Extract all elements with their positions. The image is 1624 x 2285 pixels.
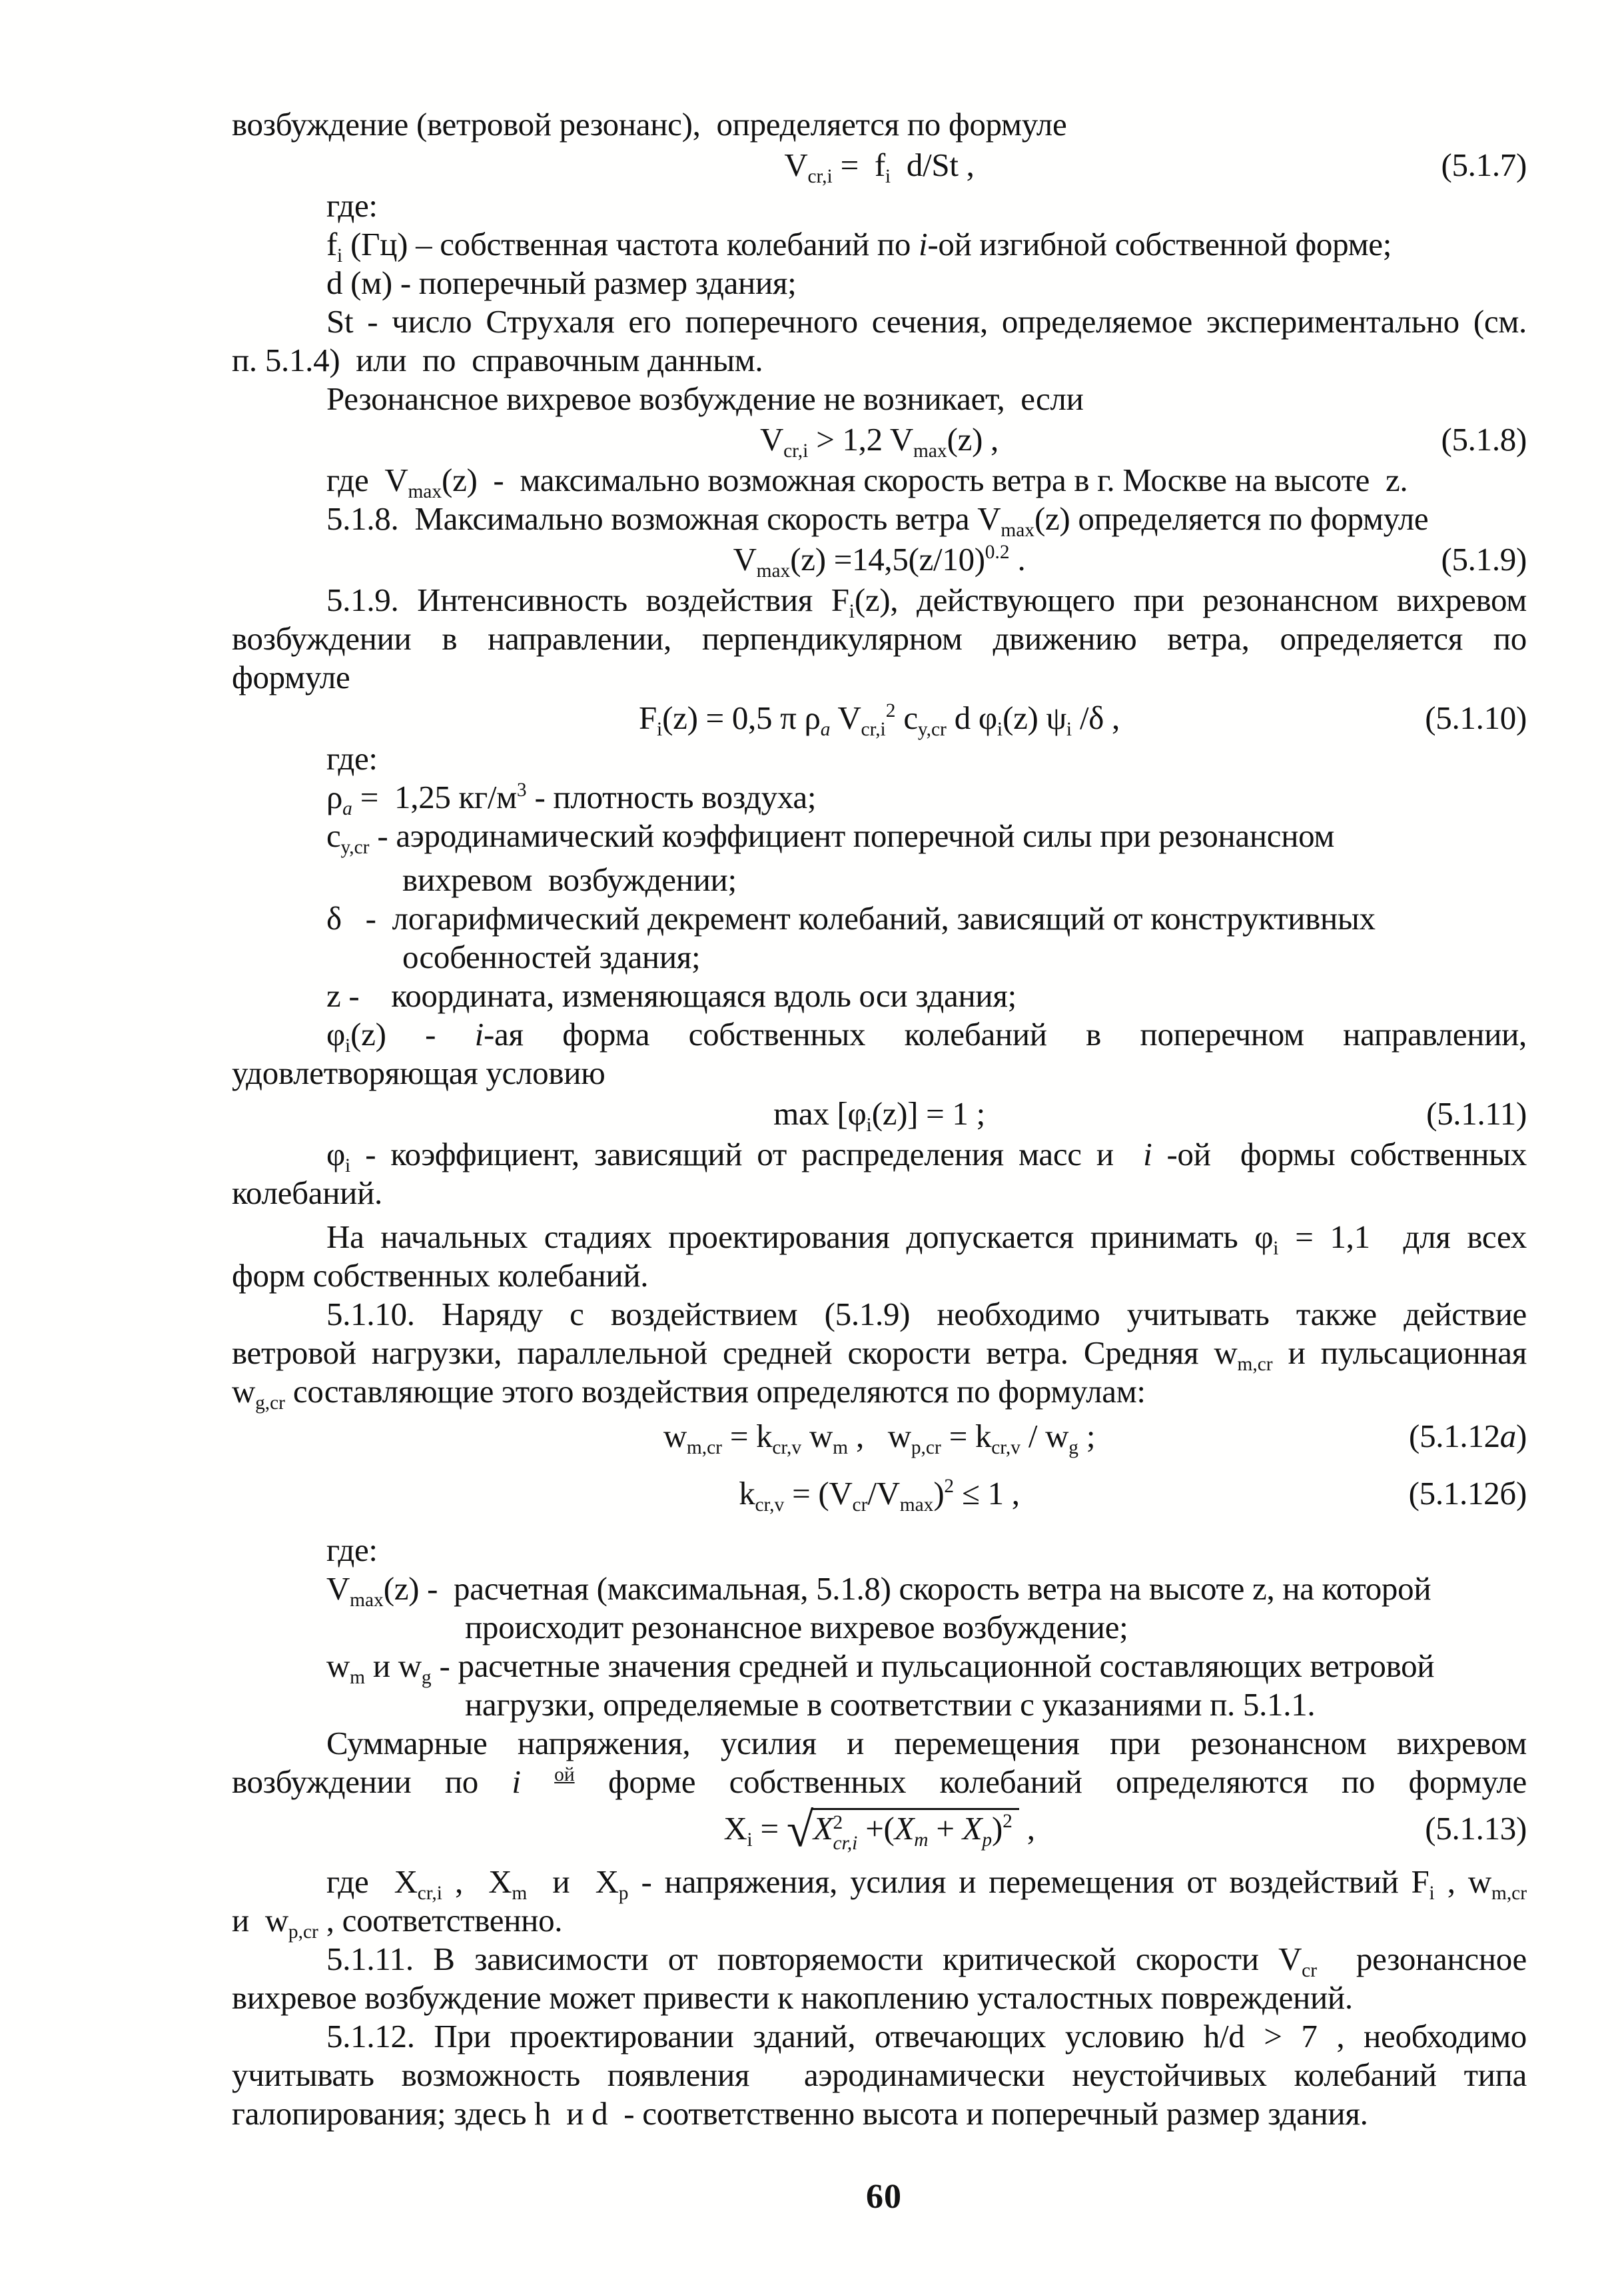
text-line: 5.1.12. При проектировании зданий, отвечающих условию h/d > 7 , необходимо (326, 2018, 1527, 2055)
page-number: 60 (866, 2178, 902, 2216)
equation-number: (5.1.7) (1441, 147, 1527, 183)
text-line: особенностей здания; (402, 939, 701, 975)
text-line: 5.1.11. В зависимости от повторяемости критической скорости $V_{cr}$ резонансное (326, 1941, 1527, 1981)
equation-number: (5.1.12б) (1408, 1475, 1527, 1512)
formula-line (232, 1415, 1527, 1458)
formula-line (232, 418, 1527, 461)
text-line: где: (326, 740, 378, 777)
formula-line (232, 538, 1527, 581)
text-line: St - число Струхаля его поперечного сечения, определяемое экспериментально (см. (326, 303, 1527, 340)
equation-number: (5.1.11) (1426, 1095, 1527, 1132)
text-line: происходит резонансное вихревое возбуждение; (465, 1609, 1128, 1645)
equation: $F_i(z) = 0,5$ π $\rho_a$ $V_{cr,i}^2$ $c_{y,cr}$ d $\varphi_i(z)$ $\psi_i$ /δ , (639, 699, 1120, 740)
equation-number: (5.1.12a) (1409, 1418, 1527, 1454)
text-line: где: (326, 1532, 378, 1568)
text-line: $c_{y,cr}$ - аэродинамический коэффициент поперечной силы при резонансном (326, 817, 1335, 858)
text-line: На начальных стадиях проектирования допускается принимать $\varphi_i = 1,1$ для всех (326, 1218, 1527, 1259)
text-line: $f_i$ (Гц) – собственная частота колебаний по i-ой изгибной собственной форме; (326, 226, 1392, 266)
equation: $\max [\varphi_i(z)] = 1$ ; (773, 1095, 985, 1136)
equation: $k_{cr,v} = (V_{cr}/V_{max})^2 \le 1$ , (739, 1475, 1020, 1516)
text-line: d (м) - поперечный размер здания; (326, 264, 797, 301)
equation-number: (5.1.8) (1441, 421, 1527, 458)
text-line: и $w_{p,cr}$ , соответственно. (232, 1902, 563, 1943)
text-line: $w_{g,cr}$ составляющие этого воздействия определяются по формулам: (232, 1373, 1146, 1414)
equation: $V_{cr,i} > 1,2$ $V_{max}(z)$ , (759, 421, 999, 462)
text-line: учитывать возможность появления аэродинамически неустойчивых колебаний типа (232, 2056, 1527, 2093)
text-line: 5.1.9. Интенсивность воздействия $F_i(z)$, действующего при резонансном вихревом (326, 582, 1527, 622)
text-line: где $V_{max}(z)$ - максимально возможная скорость ветра в г. Москве на высоте z. (326, 462, 1408, 502)
text-line: возбуждение (ветровой резонанс), определяется по формуле (232, 106, 1067, 143)
text-line: z - координата, изменяющаяся вдоль оси здания; (326, 977, 1016, 1014)
text-line: вихревом возбуждении; (402, 861, 737, 898)
equation: $V_{cr,i} = f_i$ d/St , (784, 147, 975, 187)
text-line: Суммарные напряжения, усилия и перемещения при резонансном вихревом (326, 1725, 1527, 1761)
equation-number: (5.1.13) (1425, 1810, 1527, 1847)
text-line: вихревое возбуждение может привести к накоплению усталостных повреждений. (232, 1979, 1353, 2016)
equation: $w_{m,cr} = k_{cr,v}$ $w_m$ , $w_{p,cr} = k_{cr,v} / w_g$ ; (663, 1418, 1096, 1458)
text-line: удовлетворяющая условию (232, 1055, 606, 1091)
equation: $V_{max}(z) =14,5(z/10)^{0.2}$ . (733, 541, 1026, 582)
text-line: нагрузки, определяемые в соответствии с указаниями п. 5.1.1. (465, 1686, 1316, 1723)
text-line: возбуждении в направлении, перпендикулярном движению ветра, определяется по (232, 620, 1527, 657)
equation-number: (5.1.9) (1441, 541, 1527, 578)
document-content (232, 105, 1527, 2133)
text-line: $\varphi_i(z) - i-ая$ форма собственных колебаний в поперечном направлении, (326, 1016, 1527, 1057)
formula-line (232, 1803, 1527, 1857)
text-line: колебаний. (232, 1174, 382, 1211)
equation-number: (5.1.10) (1425, 699, 1527, 736)
text-line: 5.1.10. Наряду с воздействием (5.1.9) необходимо учитывать также действие (326, 1296, 1527, 1332)
formula-line (232, 1093, 1527, 1135)
text-line: $w_m$ и $w_g$ - расчетные значения средней и пульсационной составляющих ветровой (326, 1647, 1435, 1688)
text-line: δ - логарифмический декремент колебаний, зависящий от конструктивных (326, 900, 1376, 937)
text-line: $\rho_a = 1,25$ $кг/м^3$ - плотность воздуха; (326, 779, 817, 819)
equation: $X_i = √X$ 2 cr,i $+(X_m + X_p)^2$ , (723, 1803, 1035, 1857)
text-line: п. 5.1.4) или по справочным данным. (232, 342, 763, 378)
text-line: возбуждении по i $^{ой}$ форме собственных колебаний определяются по формуле (232, 1763, 1527, 1800)
text-line: Резонансное вихревое возбуждение не возникает, если (326, 380, 1084, 417)
text-line: галопирования; здесь h и d - соответственно высота и поперечный размер здания. (232, 2095, 1368, 2132)
text-line: $V_{max}(z)$ - расчетная (максимальная, 5.1.8) скорость ветра на высоте z, на которой (326, 1570, 1431, 1611)
formula-line (232, 144, 1527, 187)
formula-line (232, 697, 1527, 739)
text-line: где $X_{cr,i}$ , $X_m$ и $X_p$ - напряжения, усилия и перемещения от воздействий $F_i$ , $w_{m,cr}$ (326, 1863, 1527, 1904)
formula-line (232, 1472, 1527, 1515)
text-line: формуле (232, 659, 350, 695)
text-line: где: (326, 187, 378, 224)
text-line: ветровой нагрузки, параллельной средней скорости ветра. Средняя $w_{m,cr}$ и пульсационная (232, 1334, 1527, 1375)
text-line: форм собственных колебаний. (232, 1257, 649, 1294)
text-line: $\varphi_i$ - коэффициент, зависящий от распределения масс и i -ой формы собственных (326, 1136, 1527, 1176)
text-line: 5.1.8. Максимально возможная скорость ветра $V_{max}(z)$ определяется по формуле (326, 500, 1429, 541)
